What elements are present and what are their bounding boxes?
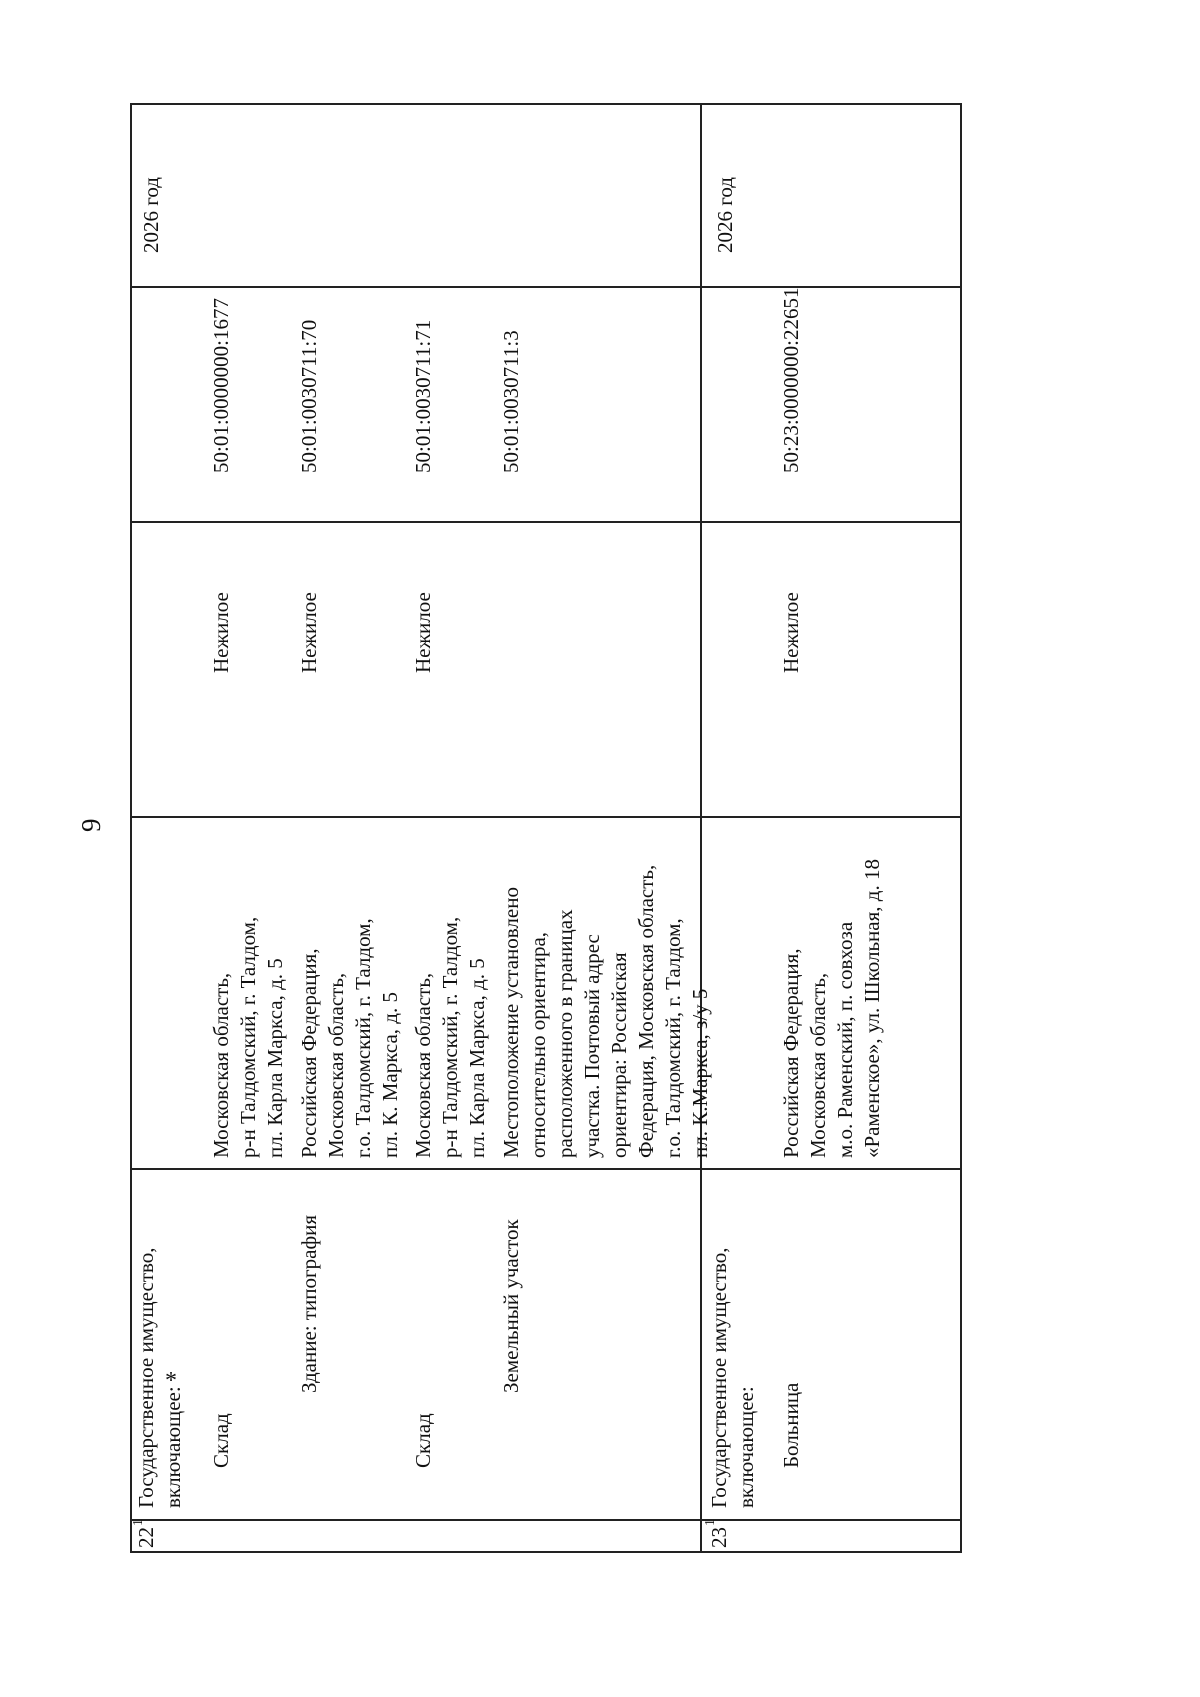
- item-name: Здание: типография: [297, 1215, 321, 1393]
- address-line: «Раменское», ул. Школьная, д. 18: [860, 859, 884, 1158]
- address-line: р-н Талдомский, г. Талдом,: [438, 916, 462, 1158]
- row-number: 22: [134, 1527, 158, 1548]
- address-line: р-н Талдомский, г. Талдом,: [236, 916, 260, 1158]
- address-line: Московская область,: [209, 972, 233, 1158]
- item-name: Склад: [209, 1413, 233, 1468]
- address-line: относительно ориентира,: [526, 931, 550, 1158]
- item-purpose: Нежилое: [209, 592, 233, 673]
- item-address: [296, 918, 404, 1158]
- table-row: [700, 103, 962, 1553]
- cadastral-number: 50:01:0000000:1677: [209, 297, 233, 473]
- address-line: Российская Федерация,: [779, 948, 803, 1158]
- address-line: Московская область,: [806, 972, 830, 1158]
- item-purpose: Нежилое: [297, 592, 321, 673]
- year: 2026 год: [139, 177, 163, 253]
- item-purpose: Нежилое: [411, 592, 435, 673]
- item-address: [410, 917, 491, 1158]
- address-line: Федерация, Московская область,: [634, 864, 658, 1158]
- row-number-superscript: 1: [703, 1519, 718, 1526]
- cadastral-number: 50:01:0030711:71: [411, 319, 435, 473]
- item-name: Больница: [779, 1382, 803, 1468]
- address-line: Московская область,: [411, 972, 435, 1158]
- item-purpose: Нежилое: [779, 592, 803, 673]
- address-line: пл. Карла Маркса, д. 5: [465, 958, 489, 1158]
- cadastral-number: 50:01:0030711:70: [297, 319, 321, 473]
- address-line: расположенного в границах: [553, 909, 577, 1158]
- address-line: Московская область,: [324, 972, 348, 1158]
- page-number: 9: [76, 818, 106, 832]
- group-heading: Государственное имущество, включающее:: [134, 1247, 185, 1508]
- address-line: пл. Карла Маркса, д. 5: [263, 958, 287, 1158]
- group-heading: Государственное имущество, включающее:: [707, 1247, 758, 1508]
- item-address: [498, 865, 714, 1158]
- address-line: Местоположение установлено: [499, 887, 523, 1158]
- address-line: пл. К.Маркса, з/у 5: [688, 988, 712, 1158]
- address-line: пл. К. Маркса, д. 5: [378, 992, 402, 1158]
- address-line: Российская Федерация,: [297, 948, 321, 1158]
- address-line: г.о. Талдомский, г. Талдом,: [661, 918, 685, 1158]
- item-name: Склад: [411, 1413, 435, 1468]
- row-number: 23: [707, 1527, 731, 1548]
- item-address: [208, 917, 289, 1158]
- cadastral-number: 50:23:0000000:22651: [779, 287, 803, 473]
- address-line: участка. Почтовый адрес: [580, 934, 604, 1158]
- address-line: г.о. Талдомский, г. Талдом,: [351, 918, 375, 1158]
- item-address: [778, 859, 886, 1158]
- cadastral-number: 50:01:0030711:3: [499, 330, 523, 473]
- row-number-superscript: 1: [131, 1519, 146, 1526]
- address-line: ориентира: Российская: [607, 952, 631, 1158]
- address-line: м.о. Раменский, п. совхоза: [833, 921, 857, 1158]
- year: 2026 год: [713, 177, 737, 253]
- item-name: Земельный участок: [499, 1219, 523, 1393]
- property-table: [130, 103, 971, 1553]
- table-row: [130, 103, 712, 1553]
- asterisk-mark: *: [165, 1368, 177, 1394]
